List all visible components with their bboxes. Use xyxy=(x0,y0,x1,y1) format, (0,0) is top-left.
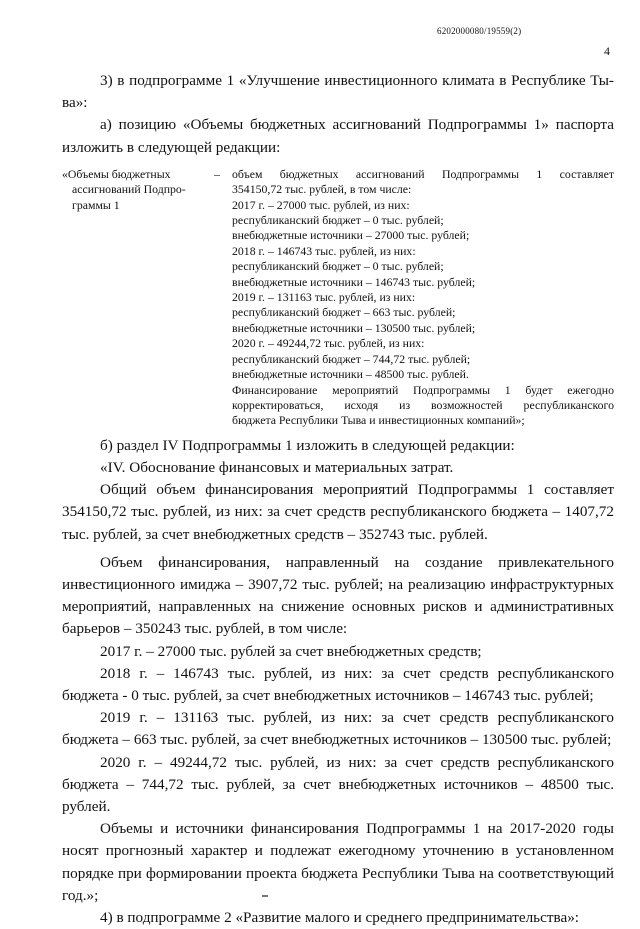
paragraph-3-line1: 3) в подпрограмме 1 «Улучшение инвестиционного климата в Республике Ты- xyxy=(100,72,614,89)
table-left-line: граммы 1 xyxy=(72,197,120,212)
table-right-line: 2018 г. – 146743 тыс. рублей, из них: xyxy=(232,243,416,258)
table-right-line: республиканский бюджет – 0 тыс. рублей; xyxy=(232,259,444,274)
table-right-line: объем бюджетных ассигнований Подпрограммы 1 составляет xyxy=(232,166,614,181)
table-right-line: Финансирование мероприятий Подпрограммы 1 будет ежегодно xyxy=(232,382,614,397)
table-right-line: внебюджетные источники – 27000 тыс. рублей; xyxy=(232,228,470,243)
table-right-line: 354150,72 тыс. рублей, в том числе: xyxy=(232,182,412,197)
paragraph-year-2019: 2019 г. – 131163 тыс. рублей, из них: за счет средств республиканского бюджета – 663 тыс. рублей, за счет внебюджетных источников – 130500 тыс. рублей; xyxy=(62,709,614,749)
document-id: 6202000080/19559(2) xyxy=(437,26,522,36)
paragraph-3a-line2: изложить в следующей редакции: xyxy=(62,138,281,156)
table-right-line: бюджета Республики Тыва и инвестиционных компаний»; xyxy=(232,413,525,428)
table-right-line: внебюджетные источники – 146743 тыс. рублей; xyxy=(232,274,476,289)
paragraph-year-2017: 2017 г. – 27000 тыс. рублей за счет внебюджетных средств; xyxy=(100,642,482,660)
paragraph-total-financing: Общий объем финансирования мероприятий Подпрограммы 1 составляет 354150,72 тыс. рублей, из них: за счет средств республиканского бюджета – 1407,72 тыс. рублей, за счет внебюджетных средств – 352743 тыс. рублей. xyxy=(62,481,614,543)
paragraph-year-2020: 2020 г. – 49244,72 тыс. рублей, из них: за счет средств республиканского бюджета – 744,72 тыс. рублей, за счет внебюджетных источников – 48500 тыс. рублей. xyxy=(62,753,614,815)
paragraph-year-2018: 2018 г. – 146743 тыс. рублей, из них: за счет средств республиканского бюджета - 0 тыс. рублей, за счет внебюджетных источников – 146743 тыс. рублей; xyxy=(62,664,614,704)
table-left-cell xyxy=(62,167,202,429)
table-right-line: республиканский бюджет – 744,72 тыс. рублей; xyxy=(232,351,471,366)
paragraph-3b: б) раздел IV Подпрограммы 1 изложить в следующей редакции: xyxy=(100,436,515,454)
table-right-line: корректироваться, исходя из возможностей республиканского xyxy=(232,397,614,412)
table-right-line: республиканский бюджет – 663 тыс. рублей; xyxy=(232,305,456,320)
document-body xyxy=(62,70,614,929)
section-heading-iv: «IV. Обоснование финансовых и материальных затрат. xyxy=(100,458,454,476)
table-right-line: 2020 г. – 49244,72 тыс. рублей, из них: xyxy=(232,336,425,351)
table-dash: – xyxy=(214,166,220,181)
table-right-line: 2017 г. – 27000 тыс. рублей, из них: xyxy=(232,197,410,212)
table-left-line: ассигнований Подпро- xyxy=(72,182,186,197)
table-right-cell xyxy=(232,167,614,429)
table-right-line: 2019 г. – 131163 тыс. рублей, из них: xyxy=(232,290,416,305)
table-left-line: «Объемы бюджетных xyxy=(62,166,171,181)
table-right-line: внебюджетные источники – 130500 тыс. рублей; xyxy=(232,320,476,335)
paragraph-3a-line1: а) позицию «Объемы бюджетных ассигнований Подпрограммы 1» паспорта xyxy=(100,116,614,134)
paragraph-3-line2: ва»: xyxy=(62,94,88,112)
page-number: 4 xyxy=(604,44,610,58)
paragraph-financing-volume: Объем финансирования, направленный на создание привлекательного инвестиционного имиджа – 3907,72 тыс. рублей; на реализацию инфраструктурных мероприятий, направленных на снижение основных рисков и административных барьеров – 350243 тыс. рублей, в том числе: xyxy=(62,553,614,638)
table-right-line: внебюджетные источники – 48500 тыс. рублей. xyxy=(232,367,469,382)
table-right-line: республиканский бюджет – 0 тыс. рублей; xyxy=(232,213,444,228)
passport-position-table xyxy=(62,167,614,429)
paragraph-4: 4) в подпрограмме 2 «Развитие малого и среднего предпринимательства»: xyxy=(100,908,580,926)
scan-mark xyxy=(262,895,268,897)
paragraph-sources-note: Объемы и источники финансирования Подпрограммы 1 на 2017-2020 годы носят прогнозный характер и подлежат ежегодному уточнению в установленном порядке при формировании проекта бюджета Республики Тыва на соответствующий год.»; xyxy=(62,820,614,904)
